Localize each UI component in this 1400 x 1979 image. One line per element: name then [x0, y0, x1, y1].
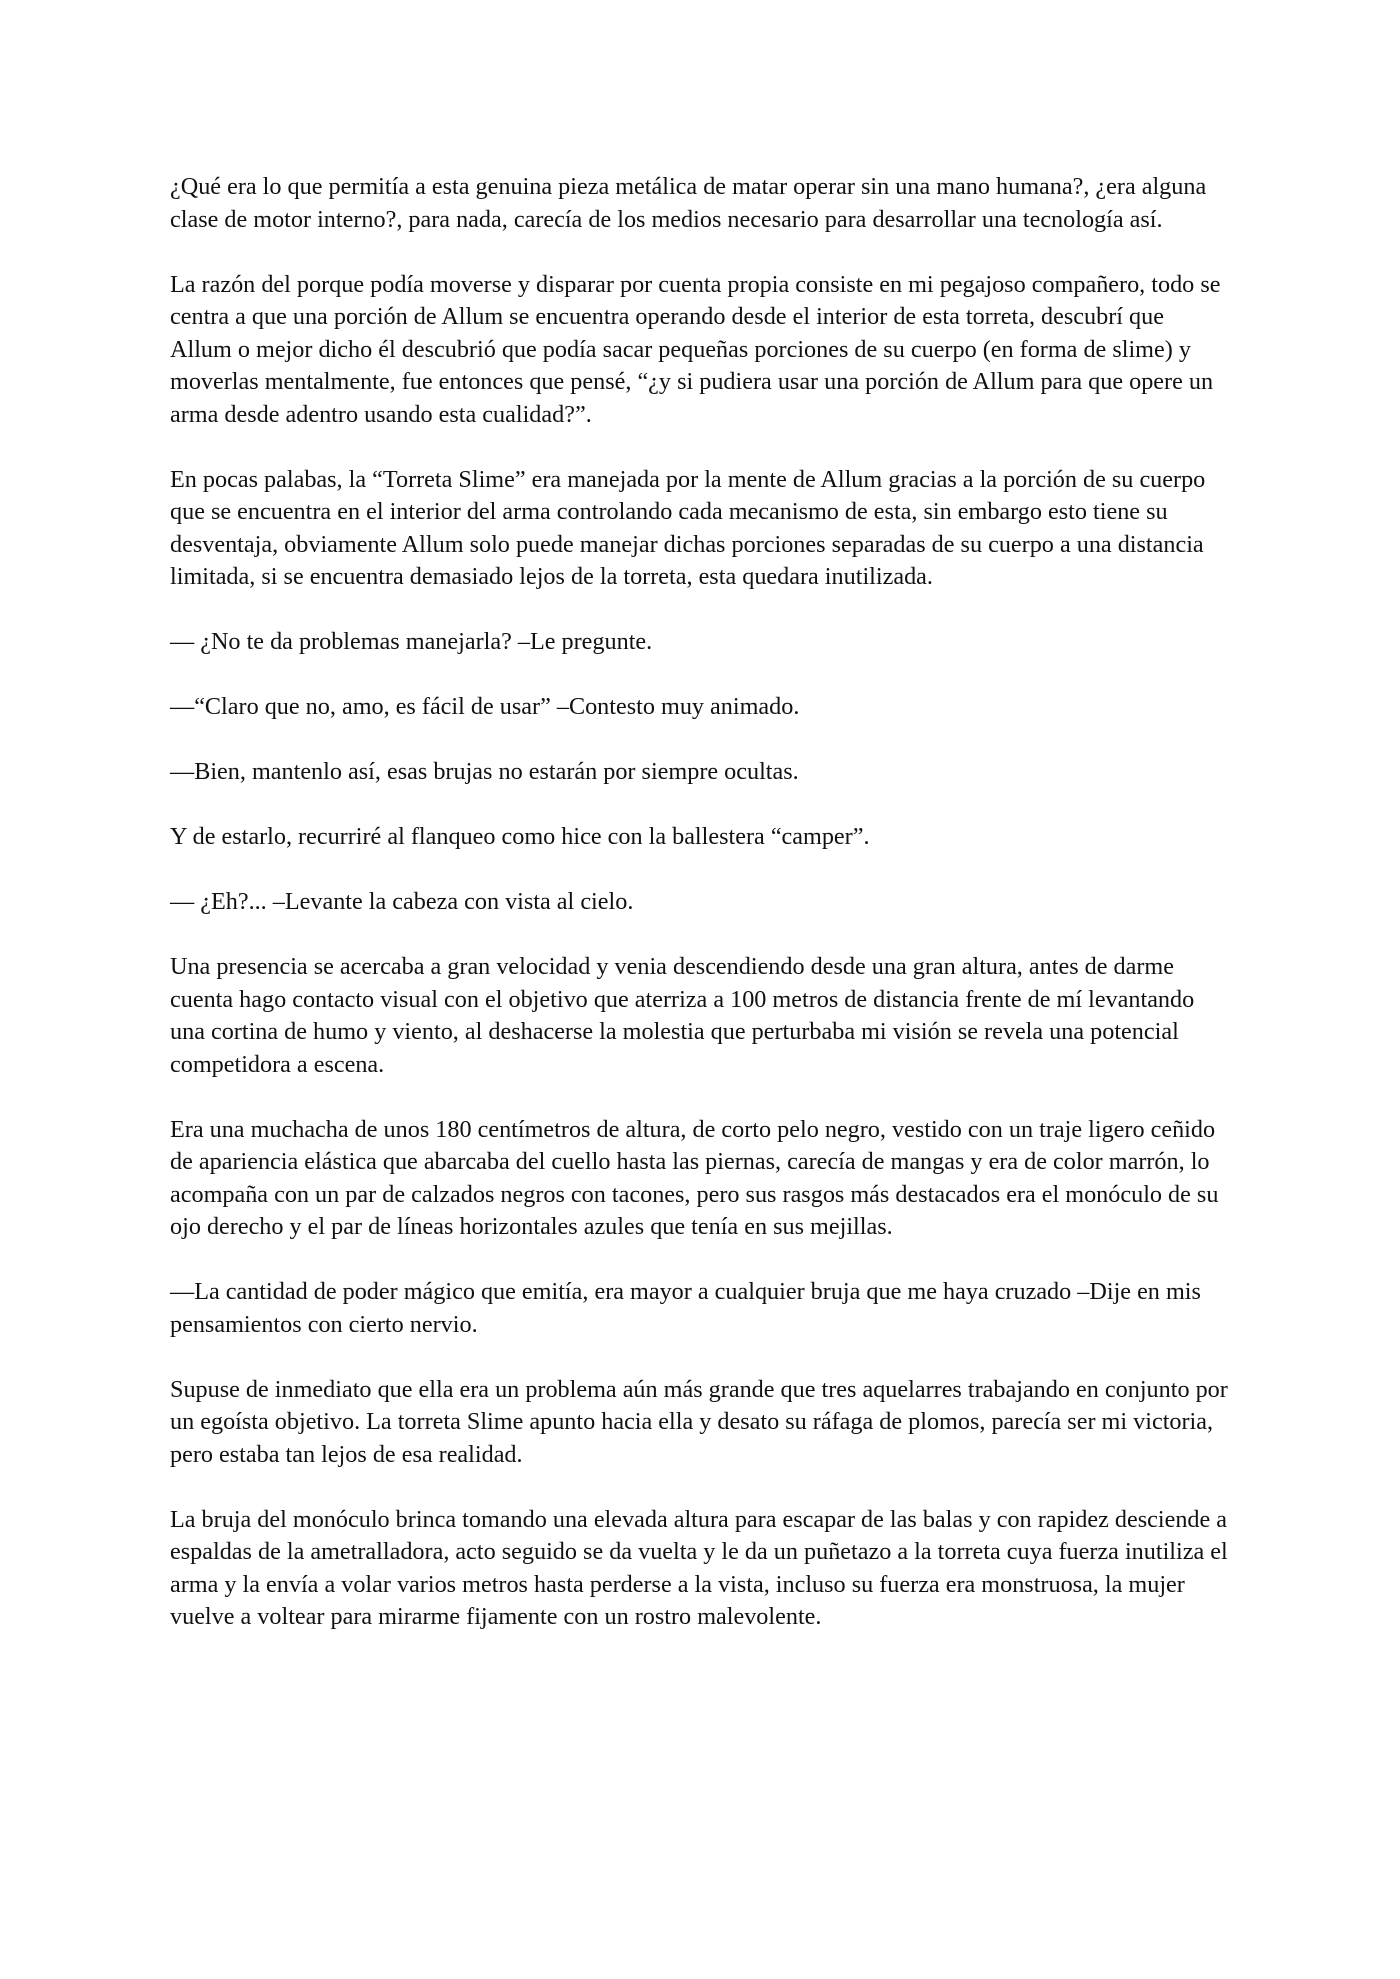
document-body — [170, 171, 1230, 1666]
paragraph: La razón del porque podía moverse y disparar por cuenta propia consiste en mi pegajoso compañero, todo se centra a que una porción de Allum se encuentra operando desde el interior de esta torreta, descubrí que Allum o mejor dicho él descubrió que podía sacar pequeñas porciones de su cuerpo (en forma de slime) y moverlas mentalmente, fue entonces que pensé, “¿y si pudiera usar una porción de Allum para que opere un arma desde adentro usando esta cualidad?”. — [170, 270, 1221, 428]
dialogue-line: —Bien, mantenlo así, esas brujas no estarán por siempre ocultas. — [170, 758, 799, 785]
paragraph: ¿Qué era lo que permitía a esta genuina pieza metálica de matar operar sin una mano humana?, ¿era alguna clase de motor interno?, para nada, carecía de los medios necesario para desarrollar una tecnología así. — [170, 173, 1207, 233]
dialogue-line: — ¿No te da problemas manejarla? –Le pregunte. — [170, 628, 653, 655]
dialogue-line: — ¿Eh?... –Levante la cabeza con vista al cielo. — [170, 888, 634, 915]
dialogue-line: —La cantidad de poder mágico que emitía, era mayor a cualquier bruja que me haya cruzado –Dije en mis pensamientos con cierto nervio. — [170, 1278, 1201, 1338]
dialogue-line: —“Claro que no, amo, es fácil de usar” –Contesto muy animado. — [170, 693, 800, 720]
paragraph: Era una muchacha de unos 180 centímetros de altura, de corto pelo negro, vestido con un traje ligero ceñido de apariencia elástica que abarcaba del cuello hasta las piernas, carecía de mangas y era de color marrón, lo acompaña con un par de calzados negros con tacones, pero sus rasgos más destacados era el monóculo de su ojo derecho y el par de líneas horizontales azules que tenía en sus mejillas. — [170, 1115, 1219, 1240]
paragraph: Una presencia se acercaba a gran velocidad y venia descendiendo desde una gran altura, antes de darme cuenta hago contacto visual con el objetivo que aterriza a 100 metros de distancia frente de mí levantando una cortina de humo y viento, al deshacerse la molestia que perturbaba mi visión se revela una potencial competidora a escena. — [170, 953, 1195, 1078]
paragraph: La bruja del monóculo brinca tomando una elevada altura para escapar de las balas y con rapidez desciende a espaldas de la ametralladora, acto seguido se da vuelta y le da un puñetazo a la torreta cuya fuerza inutiliza el arma y la envía a volar varios metros hasta perderse a la vista, incluso su fuerza era monstruosa, la mujer vuelve a voltear para mirarme fijamente con un rostro malevolente. — [170, 1505, 1228, 1630]
paragraph: Supuse de inmediato que ella era un problema aún más grande que tres aquelarres trabajando en conjunto por un egoísta objetivo. La torreta Slime apunto hacia ella y desato su ráfaga de plomos, parecía ser mi victoria, pero estaba tan lejos de esa realidad. — [170, 1375, 1228, 1468]
paragraph: Y de estarlo, recurriré al flanqueo como hice con la ballestera “camper”. — [170, 823, 870, 850]
paragraph: En pocas palabas, la “Torreta Slime” era manejada por la mente de Allum gracias a la porción de su cuerpo que se encuentra en el interior del arma controlando cada mecanismo de esta, sin embargo esto tiene su desventaja, obviamente Allum solo puede manejar dichas porciones separadas de su cuerpo a una distancia limitada, si se encuentra demasiado lejos de la torreta, esta quedara inutilizada. — [170, 465, 1206, 590]
